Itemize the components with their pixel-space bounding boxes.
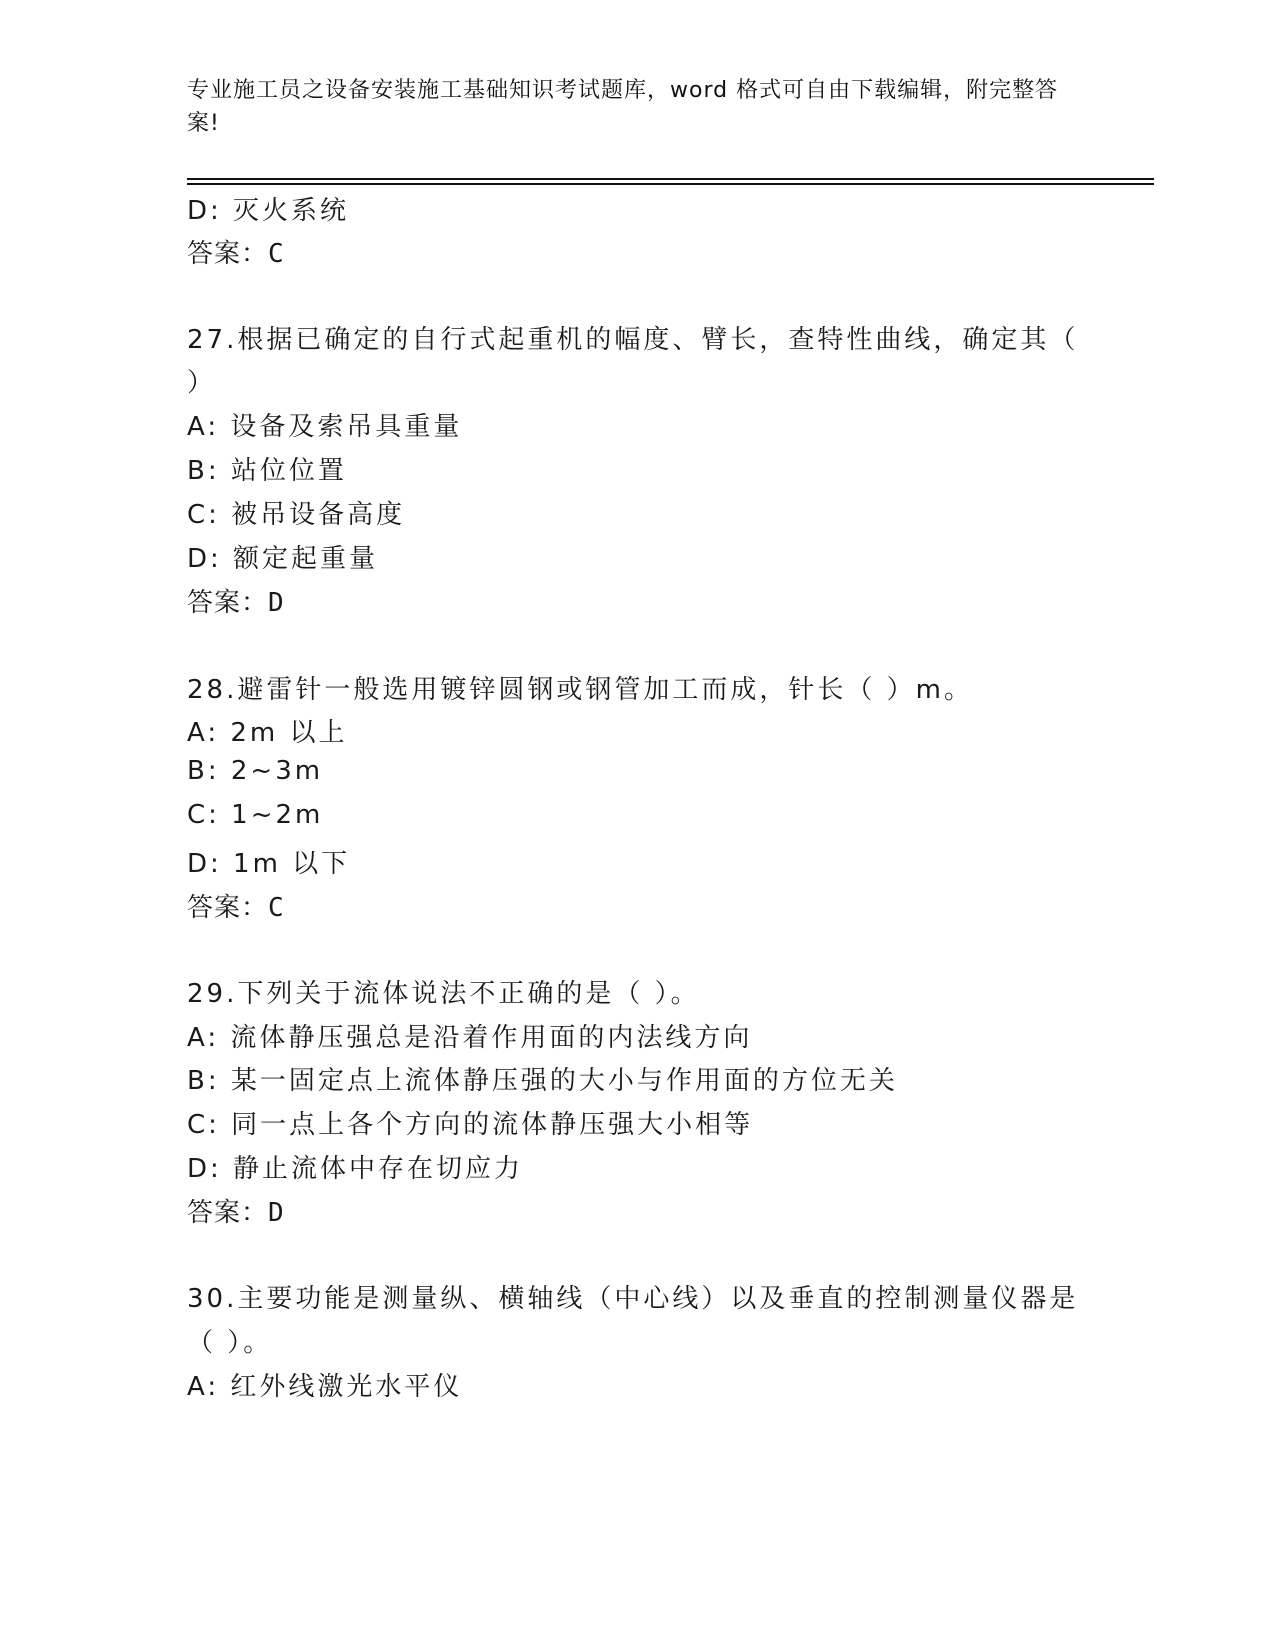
answer-label: 答案： [187, 588, 269, 618]
question-stem: 27.根据已确定的自行式起重机的幅度、臂长，查特性曲线，确定其（ [187, 325, 1079, 355]
option-a: A: 设备及索吊具重量 [187, 412, 463, 442]
answer-line [187, 887, 285, 924]
answer-line [187, 233, 285, 270]
answer-label: 答案： [187, 893, 269, 923]
option-d: D: 额定起重量 [187, 544, 379, 574]
question-stem-continued: ） [187, 368, 217, 398]
option-a: A: 2m 以上 [187, 718, 348, 748]
answer-label: 答案： [187, 1198, 269, 1228]
question-stem-continued: （ ）。 [187, 1328, 273, 1358]
question-stem: 28.避雷针一般选用镀锌圆钢或钢管加工而成，针长（ ）m。 [187, 675, 973, 705]
option-a: A: 流体静压强总是沿着作用面的内法线方向 [187, 1023, 753, 1053]
option-d: D: 灭火系统 [187, 196, 350, 226]
header-divider-bottom [187, 183, 1154, 185]
question-stem: 30.主要功能是测量纵、横轴线（中心线）以及垂直的控制测量仪器是 [187, 1284, 1079, 1314]
option-b: B: 2~3m [187, 756, 324, 786]
option-d: D: 静止流体中存在切应力 [187, 1154, 524, 1184]
header-divider-top [187, 178, 1154, 180]
answer-value: C [268, 893, 285, 923]
document-header: 专业施工员之设备安装施工基础知识考试题库，word 格式可自由下载编辑，附完整答案! [187, 78, 1059, 136]
option-b: B: 站位位置 [187, 456, 347, 486]
answer-label: 答案： [187, 239, 269, 269]
question-stem: 29.下列关于流体说法不正确的是（ ）。 [187, 979, 700, 1009]
option-a: A: 红外线激光水平仪 [187, 1372, 463, 1402]
answer-line [187, 1192, 285, 1229]
option-c: C: 被吊设备高度 [187, 500, 406, 530]
option-c: C: 同一点上各个方向的流体静压强大小相等 [187, 1110, 754, 1140]
answer-value: D [268, 588, 285, 618]
answer-line [187, 582, 285, 619]
option-b: B: 某一固定点上流体静压强的大小与作用面的方位无关 [187, 1066, 898, 1096]
option-c: C: 1~2m [187, 800, 324, 830]
answer-value: D [268, 1198, 285, 1228]
answer-value: C [268, 239, 285, 269]
option-d: D: 1m 以下 [187, 849, 351, 879]
